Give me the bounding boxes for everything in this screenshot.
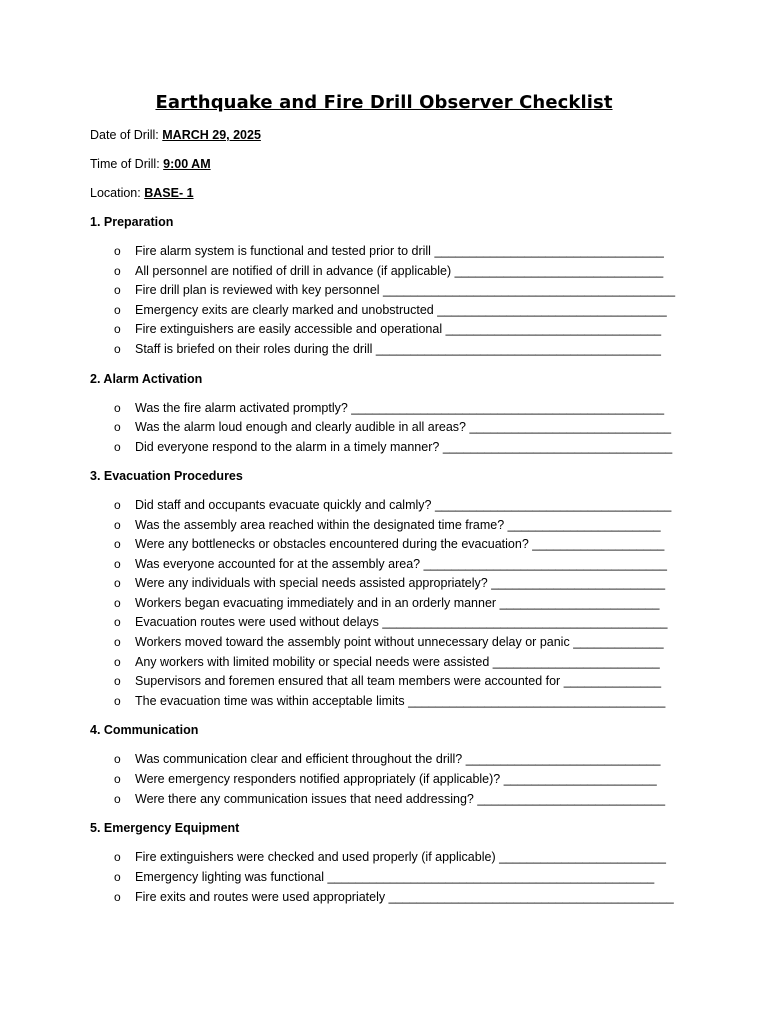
answer-blank-line[interactable]: ________________________ (499, 850, 666, 864)
bullet-icon: o (114, 420, 121, 434)
section-heading-evacuation-procedures: 3. Evacuation Procedures (90, 469, 243, 483)
bullet-icon: o (114, 440, 121, 454)
item-text: Fire drill plan is reviewed with key personnel (135, 283, 380, 297)
bullet-icon: o (114, 615, 121, 629)
answer-blank-line[interactable]: __________________________________ (434, 498, 672, 512)
item-text: Was the alarm loud enough and clearly audible in all areas? (135, 420, 466, 434)
bullet-icon: o (114, 694, 121, 708)
item-text: Were any bottlenecks or obstacles encountered during the evacuation? (135, 537, 529, 551)
bullet-icon: o (114, 752, 121, 766)
item-text: Fire extinguishers are easily accessible and operational (135, 322, 443, 336)
section-heading-alarm-activation: 2. Alarm Activation (90, 372, 203, 386)
bullet-icon: o (114, 537, 121, 551)
answer-blank-line[interactable]: _____________________________ (469, 420, 672, 434)
item-text: The evacuation time was within acceptable limits (135, 694, 405, 708)
checklist-item (114, 596, 680, 610)
item-text: Staff is briefed on their roles during the drill (135, 342, 373, 356)
bullet-icon: o (114, 635, 121, 649)
item-text: Workers began evacuating immediately and in an orderly manner (135, 596, 497, 610)
date-of-drill-line (90, 128, 261, 142)
bullet-icon: o (114, 283, 121, 297)
item-text: Evacuation routes were used without delays (135, 615, 379, 629)
answer-blank-line[interactable]: ______________________________ (454, 264, 664, 278)
checklist-item (114, 342, 680, 356)
checklist-item (114, 890, 680, 904)
location-label: Location: (90, 186, 145, 200)
answer-blank-line[interactable]: ______________ (563, 674, 662, 688)
item-text: Were any individuals with special needs assisted appropriately? (135, 576, 488, 590)
item-text: Emergency exits are clearly marked and unobstructed (135, 303, 434, 317)
checklist-item (114, 440, 680, 454)
bullet-icon: o (114, 850, 121, 864)
checklist-item (114, 694, 680, 708)
bullet-icon: o (114, 596, 121, 610)
bullet-icon: o (114, 244, 121, 258)
checklist-item (114, 303, 680, 317)
bullet-icon: o (114, 674, 121, 688)
item-text: Were there any communication issues that need addressing? (135, 792, 474, 806)
checklist-item (114, 537, 680, 551)
answer-blank-line[interactable]: _____________ (573, 635, 664, 649)
section-heading-preparation: 1. Preparation (90, 215, 174, 229)
checklist-item (114, 772, 680, 786)
bullet-icon: o (114, 557, 121, 571)
checklist-item (114, 401, 680, 415)
item-text: Any workers with limited mobility or special needs were assisted (135, 655, 490, 669)
checklist-item (114, 283, 680, 297)
item-text: Did staff and occupants evacuate quickly and calmly? (135, 498, 432, 512)
checklist-item (114, 557, 680, 571)
answer-blank-line[interactable]: _________________________________ (434, 244, 664, 258)
checklist-item (114, 576, 680, 590)
checklist-item (114, 674, 680, 688)
section-heading-emergency-equipment: 5. Emergency Equipment (90, 821, 240, 835)
answer-blank-line[interactable]: ___________________________ (477, 792, 666, 806)
answer-blank-line[interactable]: _____________________________________________ (351, 401, 665, 415)
checklist-item (114, 264, 680, 278)
item-text: Did everyone respond to the alarm in a timely manner? (135, 440, 440, 454)
checklist-item (114, 615, 680, 629)
checklist-item (114, 420, 680, 434)
bullet-icon: o (114, 322, 121, 336)
bullet-icon: o (114, 576, 121, 590)
bullet-icon: o (114, 792, 121, 806)
section-heading-communication: 4. Communication (90, 723, 199, 737)
answer-blank-line[interactable]: _______________________ (499, 596, 660, 610)
answer-blank-line[interactable]: _________________________________ (437, 303, 667, 317)
item-text: Were emergency responders notified appropriately (if applicable)? (135, 772, 501, 786)
answer-blank-line[interactable]: ___________________________________ (423, 557, 667, 571)
answer-blank-line[interactable]: _________________________________________ (382, 615, 668, 629)
answer-blank-line[interactable]: ________________________ (492, 655, 660, 669)
bullet-icon: o (114, 772, 121, 786)
answer-blank-line[interactable]: ____________________________ (465, 752, 661, 766)
answer-blank-line[interactable]: ___________________ (532, 537, 665, 551)
date-of-drill-value: MARCH 29, 2025 (162, 128, 261, 142)
bullet-icon: o (114, 655, 121, 669)
checklist-item (114, 655, 680, 669)
answer-blank-line[interactable]: _____________________________________ (408, 694, 666, 708)
checklist-item (114, 635, 680, 649)
bullet-icon: o (114, 518, 121, 532)
bullet-icon: o (114, 870, 121, 884)
checklist-item (114, 850, 680, 864)
answer-blank-line[interactable]: _________________________________ (442, 440, 673, 454)
answer-blank-line[interactable]: _________________________________________ (388, 890, 674, 904)
answer-blank-line[interactable]: _______________________________ (445, 322, 662, 336)
checklist-item (114, 792, 680, 806)
checklist-item (114, 498, 680, 512)
time-of-drill-label: Time of Drill: (90, 157, 164, 171)
answer-blank-line[interactable]: _________________________________________ (375, 342, 661, 356)
checklist-item (114, 322, 680, 336)
bullet-icon: o (114, 890, 121, 904)
item-text: Was the assembly area reached within the designated time frame? (135, 518, 505, 532)
bullet-icon: o (114, 303, 121, 317)
item-text: All personnel are notified of drill in advance (if applicable) (135, 264, 452, 278)
answer-blank-line[interactable]: ______________________ (507, 518, 661, 532)
document-title: Earthquake and Fire Drill Observer Checklist (155, 92, 613, 113)
answer-blank-line[interactable]: __________________________________________ (383, 283, 676, 297)
checklist-item (114, 244, 680, 258)
checklist-item (114, 752, 680, 766)
bullet-icon: o (114, 401, 121, 415)
item-text: Emergency lighting was functional (135, 870, 324, 884)
location-value: BASE- 1 (144, 186, 194, 200)
item-text: Workers moved toward the assembly point without unnecessary delay or panic (135, 635, 570, 649)
answer-blank-line[interactable]: _________________________ (491, 576, 666, 590)
date-of-drill-label: Date of Drill: (90, 128, 163, 142)
answer-blank-line[interactable]: ______________________ (503, 772, 657, 786)
item-text: Was communication clear and efficient throughout the drill? (135, 752, 463, 766)
time-of-drill-value: 9:00 AM (163, 157, 211, 171)
item-text: Fire alarm system is functional and tested prior to drill (135, 244, 431, 258)
item-text: Supervisors and foremen ensured that all team members were accounted for (135, 674, 561, 688)
item-text: Was everyone accounted for at the assembly area? (135, 557, 421, 571)
item-text: Fire extinguishers were checked and used properly (if applicable) (135, 850, 496, 864)
item-text: Fire exits and routes were used appropriately (135, 890, 386, 904)
checklist-item (114, 870, 680, 884)
time-of-drill-line (90, 157, 211, 171)
answer-blank-line[interactable]: _______________________________________________ (327, 870, 655, 884)
bullet-icon: o (114, 498, 121, 512)
item-text: Was the fire alarm activated promptly? (135, 401, 348, 415)
location-line (90, 186, 194, 200)
bullet-icon: o (114, 342, 121, 356)
bullet-icon: o (114, 264, 121, 278)
checklist-item (114, 518, 680, 532)
